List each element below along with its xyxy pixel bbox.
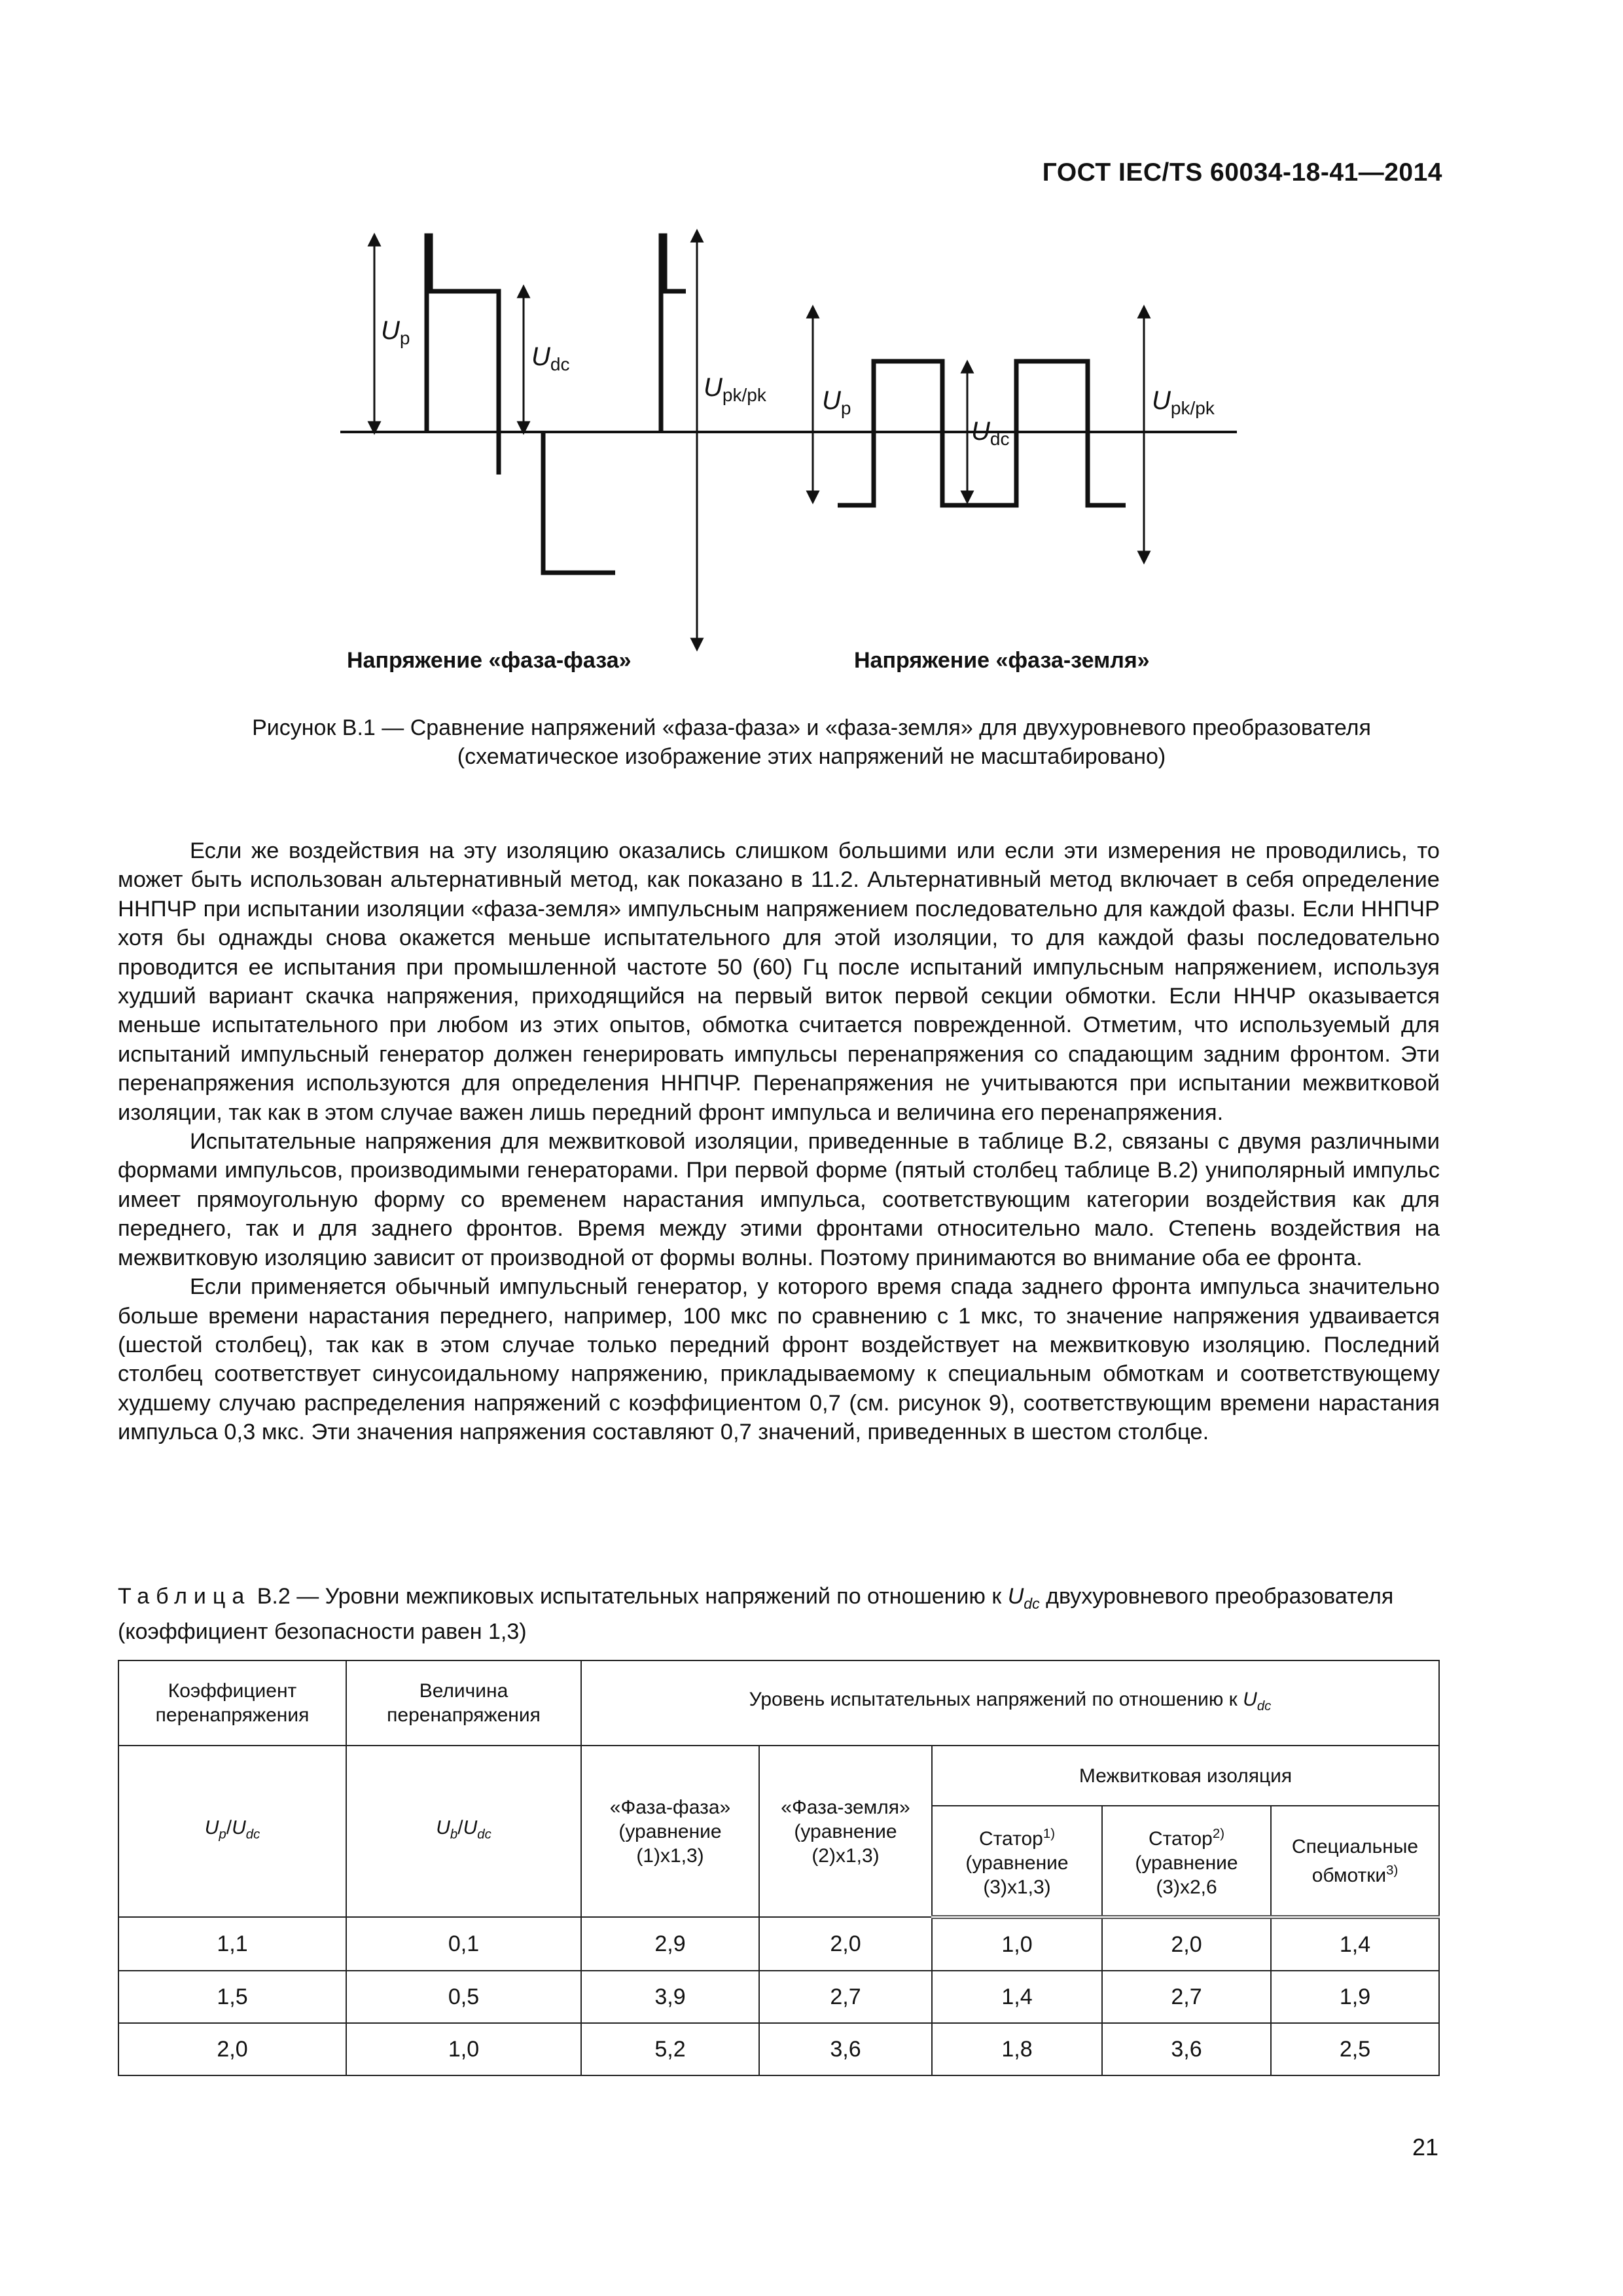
phase-phase-waveform [427, 236, 499, 475]
header-level-text: Уровень испытательных напряжений по отношению к [749, 1689, 1243, 1710]
symbol-magnitude: $U_b/U_{dc}$ [346, 1746, 581, 1917]
paragraph-3: Если применяется обычный импульсный генератор, у которого время спада заднего фронта импульса значительно больше времени нарастания переднего, например, 100 мкс по сравнению с 1 мкс, то значение напряжения удваивается (шестой столбец), так как в этом случае только передний фронт воздействует на межвитковую изоляцию. Последний столбец соответствует синусоидальному напряжению, прикладываемому к специальным обмоткам и соответствующему худшему случаю распределения напряжений с коэффициентом 0,7 (см. рисунок 9), соответствующим времени нарастания импульса 0,3 мкс. Эти значения напряжения составляют 0,7 значений, приведенных в шестом столбце. [118, 1274, 1440, 1445]
figure-caption-line1: Рисунок В.1 — Сравнение напряжений «фаза-фаза» и «фаза-земля» для двухуровневого преобразователя [252, 715, 1371, 740]
header-stator-1: Статор$^{1)}$ (уравнение (3)х1,3) [932, 1806, 1102, 1917]
phase-phase-waveform-negative [543, 432, 615, 573]
header-coef: Коэффициент перенапряжения [118, 1660, 346, 1746]
table-title-u-sub: dc [1024, 1594, 1040, 1612]
header-level-u: U [1243, 1689, 1257, 1710]
left-up-label: $U_p$ [381, 316, 410, 348]
header-phase-phase: «Фаза-фаза» (уравнение (1)х1,3) [581, 1746, 759, 1917]
header-magnitude: Величина перенапряжения [346, 1660, 581, 1746]
right-upk-label: $U_{pk/pk}$ [1152, 386, 1215, 418]
symbol-coef: $U_p/U_{dc}$ [118, 1746, 346, 1917]
header-phase-earth: «Фаза-земля» (уравнение (2)х1,3) [759, 1746, 932, 1917]
phase-phase-caption: Напряжение «фаза-фаза» [347, 648, 632, 673]
phase-earth-caption: Напряжение «фаза-земля» [854, 648, 1150, 673]
right-udc-label: $U_{dc}$ [971, 417, 1010, 449]
left-udc-label: $U_{dc}$ [531, 342, 570, 374]
header-level [581, 1660, 1439, 1746]
table-title-prefix: Таблица [118, 1584, 251, 1609]
table-title-u: U [1007, 1584, 1024, 1609]
header-special-windings: Специальные обмотки$^{3)}$ [1271, 1806, 1439, 1917]
table-row: 2,0 1,0 5,2 3,6 1,8 3,6 2,5 [118, 2023, 1439, 2075]
header-turn-insulation: Межвитковая изоляция [932, 1746, 1439, 1806]
figure-caption [118, 713, 1505, 771]
paragraph-2: Испытательные напряжения для межвитковой изоляции, приведенные в таблице В.2, связаны с двумя различными формами импульсов, производимыми генераторами. При первой форме (пятый столбец таблице В.2) униполярный импульс имеет прямоугольную форму со временем нарастания импульса, соответствующим категории воздействия как для переднего, так и для заднего фронтов. Время между этими фронтами относительно мало. Степень воздействия на межвитковую изоляцию зависит от производной от формы волны. Поэтому принимаются во внимание оба ее фронта. [118, 1129, 1440, 1270]
left-upk-label: $U_{pk/pk}$ [704, 373, 766, 405]
phase-phase-waveform-tail [661, 236, 686, 432]
figure-caption-line2: (схематическое изображение этих напряжений не масштабировано) [457, 744, 1166, 769]
page-number: 21 [1412, 2134, 1438, 2161]
table-title-text2: двухуровневого преобразователя (коэффициент безопасности равен 1,3) [118, 1584, 1394, 1644]
table-title-text1: В.2 — Уровни межпиковых испытательных напряжений по отношению к [251, 1584, 1008, 1609]
paragraph-1: Если же воздействия на эту изоляцию оказались слишком большими или если эти измерения не проводились, то может быть использован альтернативный метод, как показано в 11.2. Альтернативный метод включает в себя определение ННПЧР при испытании изоляции «фаза-земля» импульсным напряжением последовательно для каждой фазы. Если ННПЧР хотя бы однажды снова окажется меньше испытательного для этой изоляции, то для каждой фазы последовательно проводится ее испытания при промышленной частоте 50 (60) Гц после испытаний импульсным напряжением, используя худший вариант скачка напряжения, приходящийся на первый виток первой секции обмотки. Если ННЧР оказывается меньше испытательного при любом из этих опытов, обмотка считается поврежденной. Отметим, что используемый для испытаний импульсный генератор должен генерировать импульсы перенапряжения со спадающим задним фронтом. Эти перенапряжения используются для определения ННПЧР. Перенапряжения не учитываются при испытании межвитковой изоляции, так как в этом случае важен лишь передний фронт импульса и величина его перенапряжения. [118, 838, 1440, 1125]
table-row: 1,1 0,1 2,9 2,0 1,0 2,0 1,4 [118, 1917, 1439, 1971]
document-header: ГОСТ IEC/TS 60034-18-41—2014 [1042, 158, 1442, 187]
table-title [118, 1583, 1440, 1646]
voltage-comparison-figure [0, 0, 1623, 681]
test-voltage-table [118, 1660, 1440, 2076]
header-stator-2: Статор$^{2)}$ (уравнение (3)х2,6 [1102, 1806, 1271, 1917]
table-row: 1,5 0,5 3,9 2,7 1,4 2,7 1,9 [118, 1971, 1439, 2023]
header-level-sub: dc [1257, 1699, 1272, 1713]
right-up-label: $U_p$ [822, 386, 851, 418]
body-text [118, 836, 1440, 1447]
